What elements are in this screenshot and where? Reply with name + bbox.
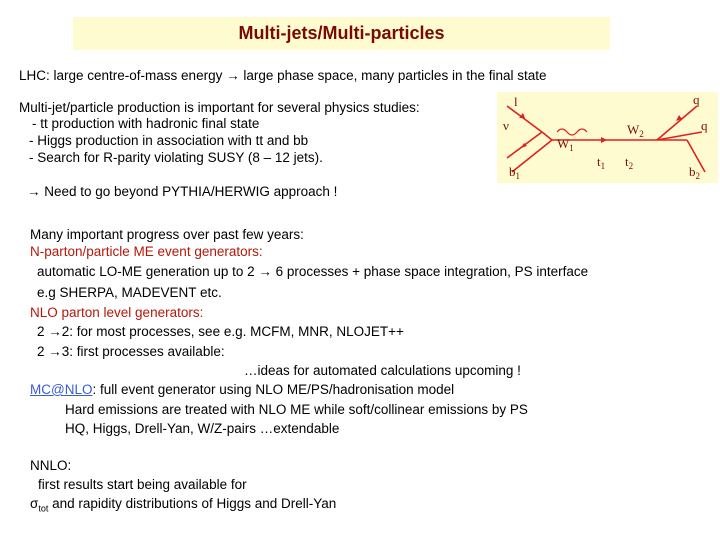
diagram-label-b2: $b_2$ <box>689 164 700 181</box>
me-line-2: e.g SHERPA, MADEVENT etc. <box>37 285 222 300</box>
diagram-label-b1: $b_1$ <box>509 164 520 181</box>
mcnlo-description: : full event generator using NLO ME/PS/hadronisation model <box>92 382 455 397</box>
mcnlo-line <box>30 382 454 398</box>
intro-text: LHC: large centre-of-mass energy → large phase space, many particles in the final state <box>19 68 547 83</box>
diagram-label-q2: q <box>701 118 708 133</box>
feynman-diagram-svg <box>497 92 718 183</box>
nnlo-line-2 <box>30 496 336 517</box>
progress-heading: Many important progress over past few years: <box>30 227 304 242</box>
me-line-1: automatic LO-ME generation up to 2 → 6 processes + phase space integration, PS interface <box>37 264 589 279</box>
diagram-label-l: l <box>514 94 518 109</box>
mcnlo-line-2: Hard emissions are treated with NLO ME while soft/collinear emissions by PS <box>65 402 528 417</box>
physics-item: - Higgs production in association with tt and bb <box>29 133 309 148</box>
physics-heading: Multi-jet/particle production is important for several physics studies: <box>19 100 420 115</box>
me-heading: N-parton/particle ME event generators: <box>30 244 263 259</box>
nlo-line-2: 2 →3: first processes available: <box>37 344 225 359</box>
diagram-label-t1: $t_1$ <box>597 154 606 171</box>
nlo-line-3: …ideas for automated calculations upcoming ! <box>244 363 521 378</box>
nnlo-line-1: first results start being available for <box>38 477 247 492</box>
beyond-text: → Need to go beyond PYTHIA/HERWIG approach ! <box>27 184 338 199</box>
title-box <box>73 17 610 50</box>
slide-title: Multi-jets/Multi-particles <box>238 23 445 43</box>
mcnlo-line-3: HQ, Higgs, Drell-Yan, W/Z-pairs …extendable <box>65 421 340 436</box>
diagram-label-w1: $W_1$ <box>557 136 574 153</box>
mcnlo-link[interactable]: MC@NLO <box>30 382 93 397</box>
physics-item: - Search for R-parity violating SUSY (8 – 12 jets). <box>29 150 323 165</box>
sigma-subscript: tot <box>38 503 49 514</box>
nnlo-description: and rapidity distributions of Higgs and Drell-Yan <box>48 496 337 511</box>
diagram-label-w2: $W_2$ <box>627 122 644 139</box>
diagram-label-nu: ν <box>503 118 509 133</box>
sigma-symbol: σ <box>30 496 39 511</box>
diagram-label-q1: q <box>693 92 700 107</box>
nlo-line-1: 2 →2: for most processes, see e.g. MCFM, MNR, NLOJET++ <box>37 324 404 339</box>
feynman-diagram <box>497 92 718 183</box>
physics-item: - tt production with hadronic final state <box>32 116 260 131</box>
nnlo-heading: NNLO: <box>30 458 72 473</box>
diagram-label-t2: $t_2$ <box>625 154 634 171</box>
nlo-heading: NLO parton level generators: <box>30 305 204 320</box>
